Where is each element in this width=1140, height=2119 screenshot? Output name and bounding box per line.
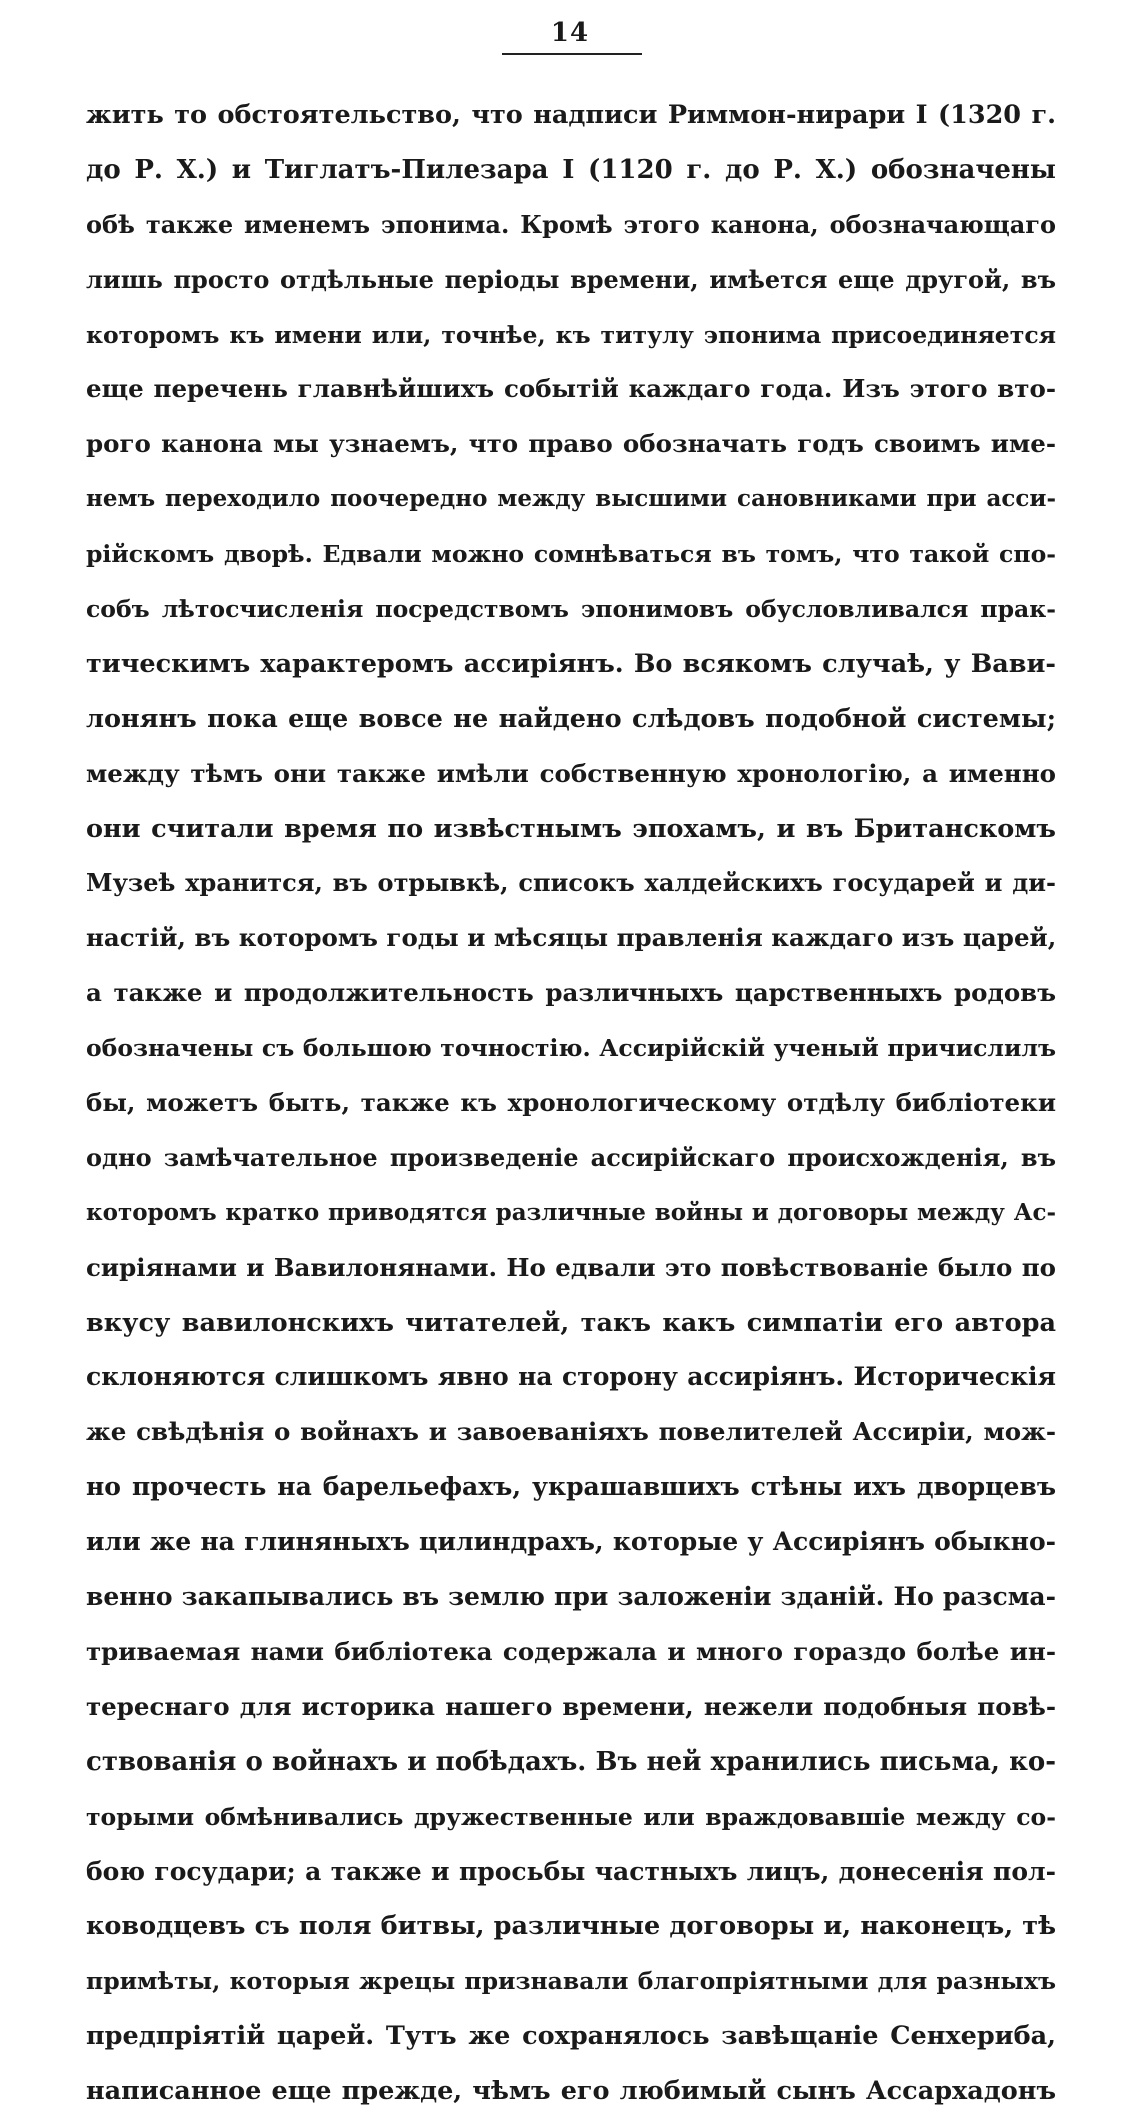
- text-line: ствованія о войнахъ и побѣдахъ. Въ ней хранились письма, ко-: [86, 1746, 1056, 1777]
- text-line: торыми обмѣнивались дружественные или враждовавшіе между со-: [86, 1802, 1056, 1831]
- text-line: обозначены съ большою точностію. Ассирійскій ученый причислилъ: [86, 1034, 1056, 1063]
- text-line: примѣты, которыя жрецы признавали благопріятными для разныхъ: [86, 1967, 1056, 1996]
- text-line: бою государи; а также и просьбы частныхъ лицъ, донесенія пол-: [86, 1856, 1056, 1886]
- text-line: между тѣмъ они также имѣли собственную хронологію, а именно: [86, 758, 1056, 788]
- text-line: до Р. X.) и Тиглатъ-Пилезара I (1120 г. до Р. X.) обозначены: [86, 154, 1056, 185]
- text-line: а также и продолжительность различныхъ царственныхъ родовъ: [86, 978, 1056, 1008]
- text-line: жить то обстоятельство, что надписи Риммон-нирари I (1320 г.: [86, 100, 1056, 130]
- body-text: [86, 88, 1056, 2119]
- text-line: же свѣдѣнія о войнахъ и завоеваніяхъ повелителей Ассиріи, мож-: [86, 1417, 1056, 1447]
- text-line: лонянъ пока еще вовсе не найдено слѣдовъ подобной системы;: [86, 703, 1056, 734]
- text-line: склоняются слишкомъ явно на сторону ассиріянъ. Историческія: [86, 1362, 1056, 1392]
- header-rule: [502, 53, 642, 55]
- text-line: тереснаго для историка нашего времени, нежели подобныя повѣ-: [86, 1691, 1056, 1721]
- text-line: предпріятій царей. Тутъ же сохранялось завѣщаніе Сенхериба,: [86, 2021, 1056, 2052]
- text-line: рійскомъ дворѣ. Едвали можно сомнѣваться въ томъ, что такой спо-: [86, 540, 1056, 569]
- text-line: или же на глиняныхъ цилиндрахъ, которые у Ассиріянъ обыкно-: [86, 1527, 1056, 1557]
- text-line: которомъ къ имени или, точнѣе, къ титулу эпонима присоединяется: [86, 320, 1056, 349]
- text-line: венно закапывались въ землю при заложеніи зданій. Но разсма-: [86, 1582, 1056, 1612]
- text-line: настій, въ которомъ годы и мѣсяцы правленія каждаго изъ царей,: [86, 923, 1056, 953]
- text-line: бы, можетъ быть, также къ хронологическому отдѣлу библіотеки: [86, 1088, 1056, 1118]
- text-line: вкусу вавилонскихъ читателей, такъ какъ симпатіи его автора: [86, 1307, 1056, 1338]
- text-line: собъ лѣтосчисленія посредствомъ эпонимовъ обусловливался прак-: [86, 595, 1056, 624]
- text-line: ководцевъ съ поля битвы, различные договоры и, наконецъ, тѣ: [86, 1911, 1056, 1942]
- text-line: рого канона мы узнаемъ, что право обозначать годъ своимъ име-: [86, 429, 1056, 459]
- text-line: написанное еще прежде, чѣмъ его любимый сынъ Ассархадонъ: [86, 2076, 1056, 2107]
- text-line: немъ переходило поочередно между высшими сановниками при асси-: [86, 485, 1056, 513]
- text-line: одно замѣчательное произведеніе ассирійскаго происхожденія, въ: [86, 1142, 1056, 1172]
- text-line: Музеѣ хранится, въ отрывкѣ, списокъ халдейскихъ государей и ди-: [86, 868, 1056, 898]
- text-line: но прочесть на барельефахъ, украшавшихъ стѣны ихъ дворцевъ: [86, 1472, 1056, 1502]
- text-line: триваемая нами библіотека содержала и много гораздо болѣе ин-: [86, 1636, 1056, 1666]
- text-line: еще перечень главнѣйшихъ событій каждаго года. Изъ этого вто-: [86, 374, 1056, 404]
- text-line: обѣ также именемъ эпонима. Кромѣ этого канона, обозначающаго: [86, 209, 1056, 239]
- text-line: лишь просто отдѣльные періоды времени, имѣется еще другой, въ: [86, 264, 1056, 294]
- page-number: 14: [550, 18, 590, 48]
- text-line: сиріянами и Вавилонянами. Но едвали это повѣствованіе было по: [86, 1252, 1056, 1282]
- text-line: тическимъ характеромъ ассиріянъ. Во всякомъ случаѣ, у Вави-: [86, 648, 1056, 679]
- text-line: которомъ кратко приводятся различные войны и договоры между Ас-: [86, 1198, 1056, 1226]
- text-line: они считали время по извѣстнымъ эпохамъ, и въ Британскомъ: [86, 813, 1056, 844]
